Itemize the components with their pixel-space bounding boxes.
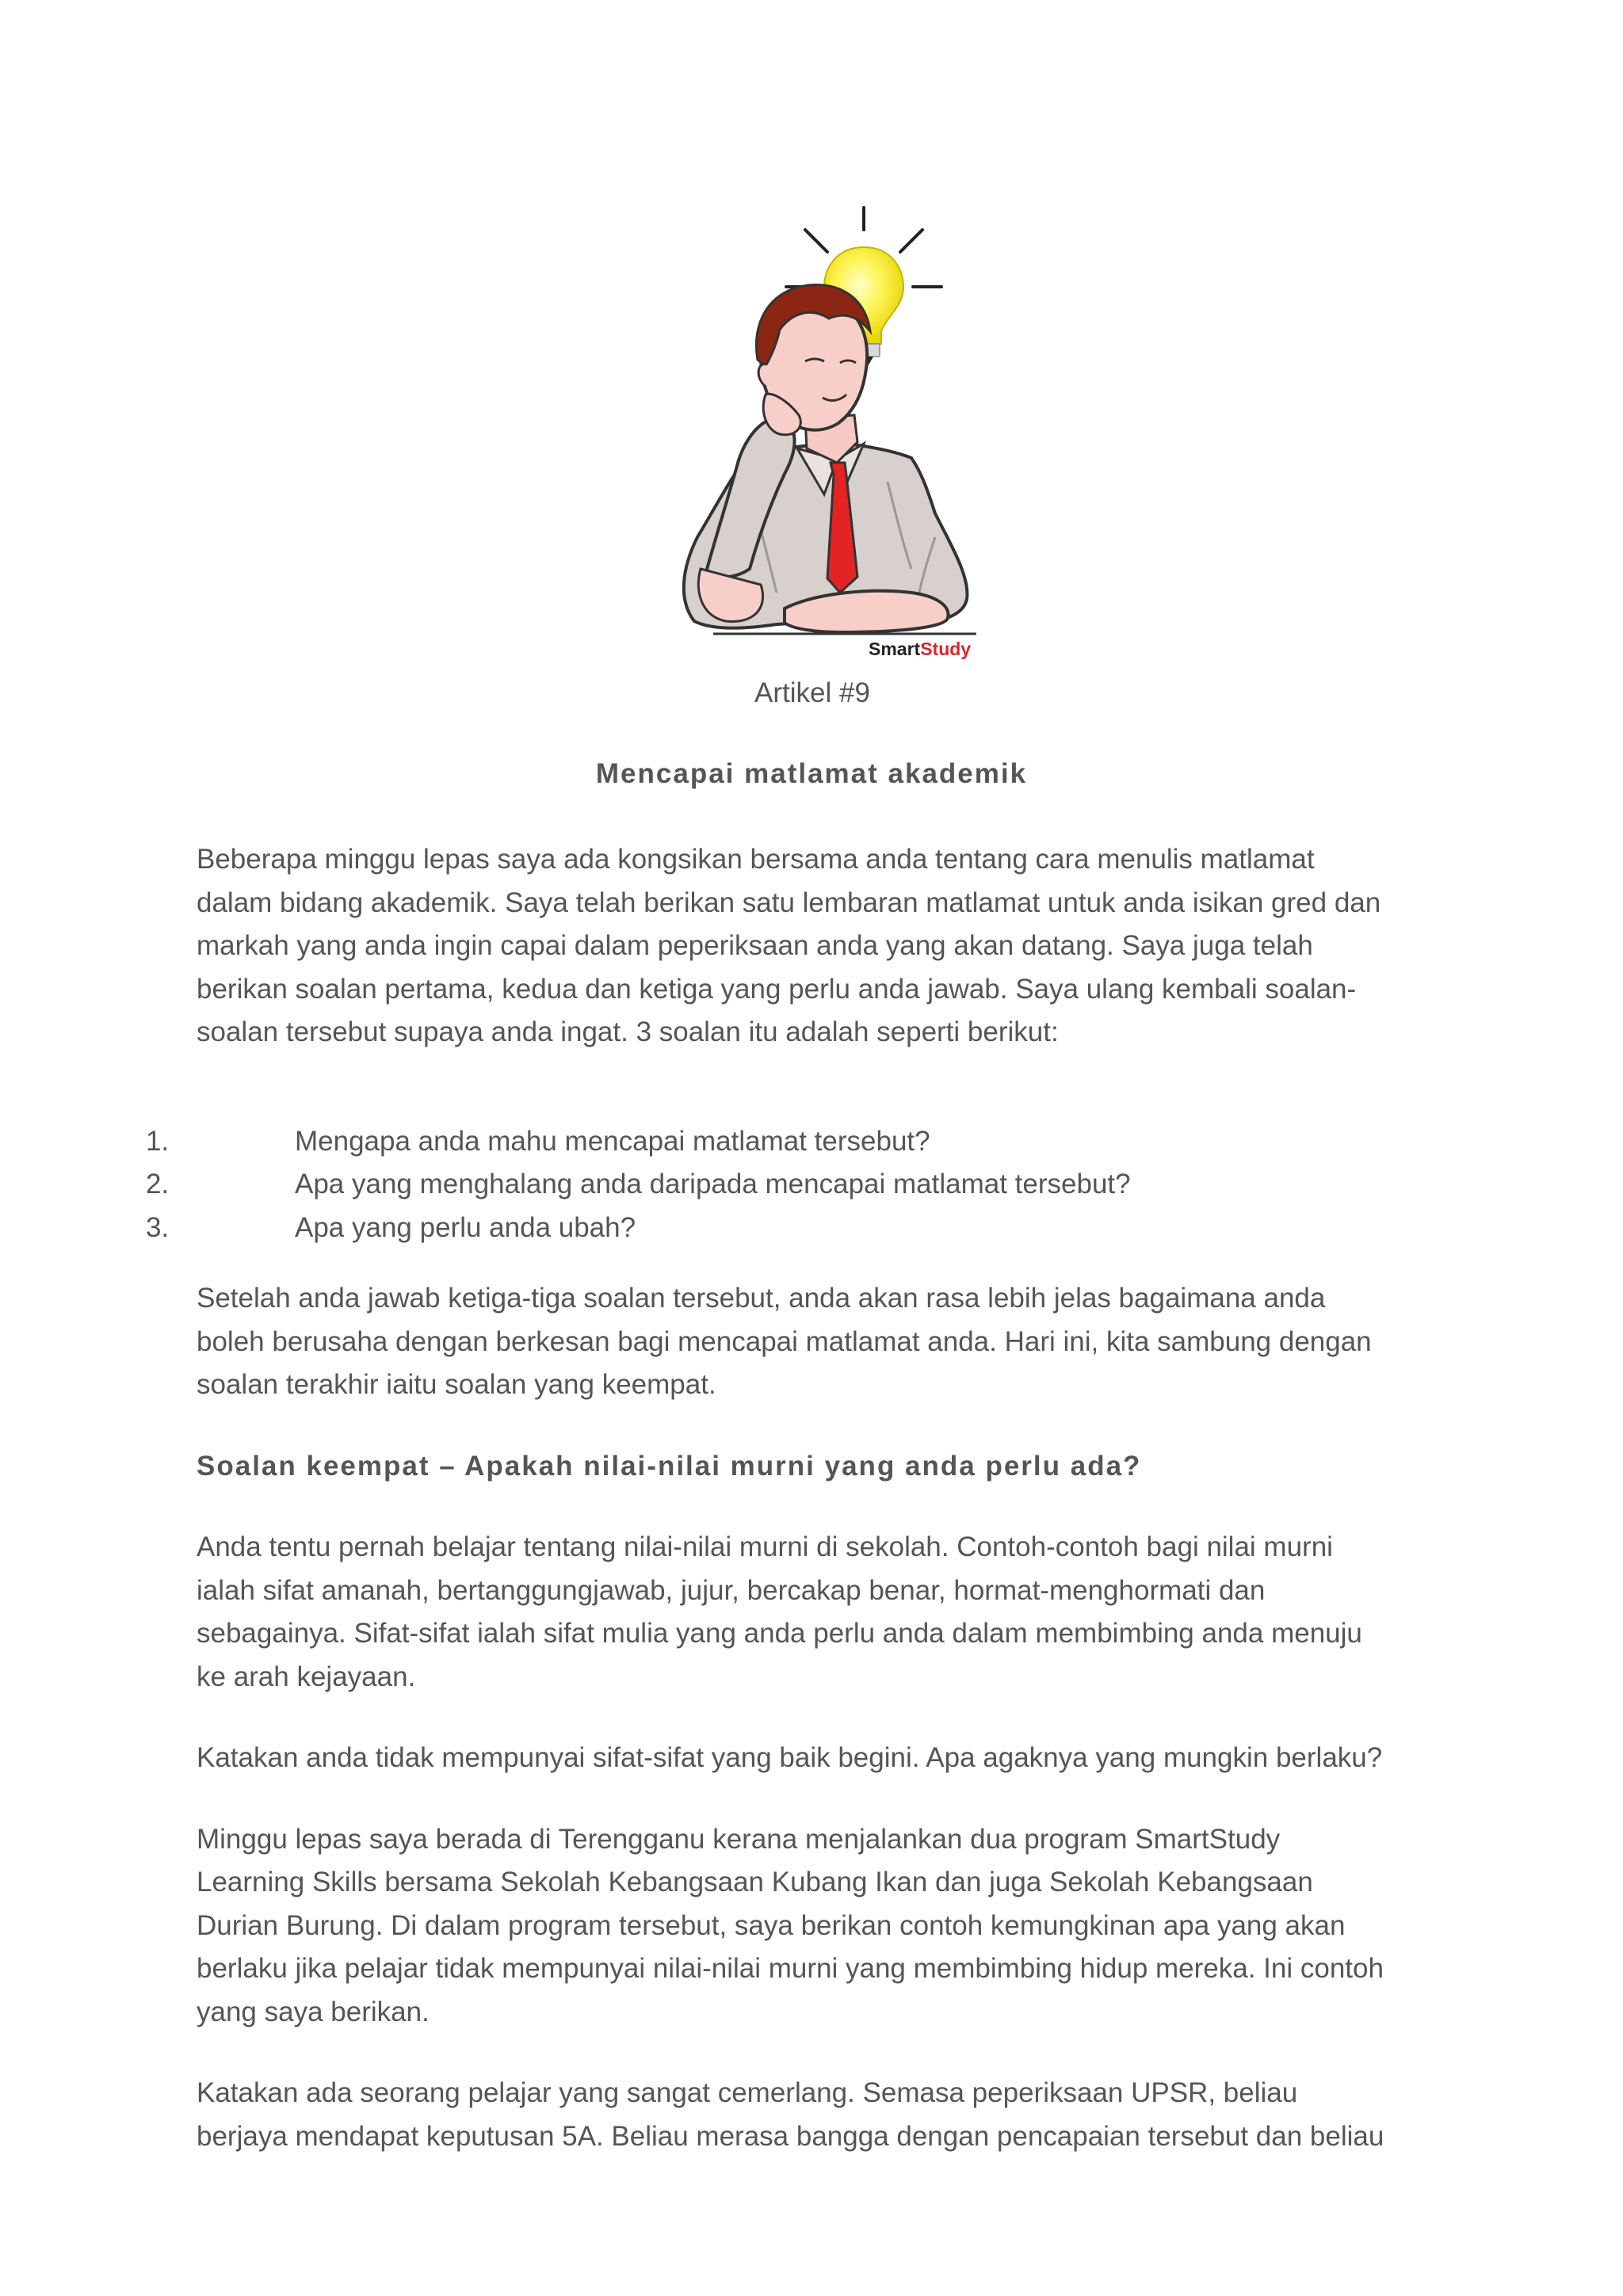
terengganu-line: Learning Skills bersama Sekolah Kebangsaan Kubang Ikan dan juga Sekolah Kebangsaan (197, 1867, 1313, 1897)
question-line: Katakan anda tidak mempunyai sifat-sifat yang baik begini. Apa agaknya yang mungkin berlaku? (197, 1742, 1383, 1773)
question-paragraph (197, 1737, 1433, 1780)
terengganu-line: Minggu lepas saya berada di Terengganu kerana menjalankan dua program SmartStudy (197, 1823, 1281, 1855)
terengganu-line: berlaku jika pelajar tidak mempunyai nilai-nilai murni yang membimbing hidup mereka. Ini contoh (197, 1953, 1384, 1984)
thinking-man-figure (684, 284, 976, 634)
list-number: 2. (146, 1169, 170, 1199)
section-subheading: Soalan keempat – Apakah nilai-nilai murni yang anda perlu ada? (197, 1450, 1142, 1482)
values-line: ke arah kejayaan. (197, 1661, 416, 1692)
list-number: 1. (146, 1125, 170, 1157)
after-list-line: boleh berusaha dengan berkesan bagi mencapai matlamat anda. Hari ini, kita sambung dengan (197, 1325, 1372, 1357)
intro-paragraph (197, 838, 1433, 1055)
brand-part-smart: Smart (869, 639, 921, 659)
values-line: sebagainya. Sifat-sifat ialah sifat mulia yang anda perlu anda dalam membimbing anda menuju (197, 1618, 1362, 1649)
list-item (0, 1207, 1433, 1250)
intro-line: soalan tersebut supaya anda ingat. 3 soalan itu adalah seperti berikut: (197, 1016, 1059, 1047)
values-line: ialah sifat amanah, bertanggungjawab, jujur, bercakap benar, hormat-menghormati dan (197, 1574, 1266, 1606)
list-text: Apa yang menghalang anda daripada mencapai matlamat tersebut? (295, 1169, 1131, 1199)
values-paragraph (197, 1526, 1433, 1699)
example-line: berjaya mendapat keputusan 5A. Beliau merasa bangga dengan pencapaian tersebut dan beliau (197, 2120, 1384, 2152)
article-body (146, 838, 1433, 2158)
article-number: Artikel #9 (754, 677, 870, 708)
question-list (0, 1120, 1433, 1250)
after-list-line: soalan terakhir iaitu soalan yang keempat. (197, 1369, 716, 1400)
smartstudy-brand-logo (869, 639, 971, 660)
list-item (0, 1163, 1433, 1207)
terengganu-line: Durian Burung. Di dalam program tersebut, saya berikan contoh kemungkinan apa yang akan (197, 1909, 1346, 1941)
article-title: Mencapai matlamat akademik (595, 758, 1028, 789)
example-line: Katakan ada seorang pelajar yang sangat cemerlang. Semasa peperiksaan UPSR, beliau (197, 2077, 1298, 2108)
list-number: 3. (146, 1211, 170, 1243)
terengganu-paragraph (197, 1818, 1433, 2035)
after-list-line: Setelah anda jawab ketiga-tiga soalan tersebut, anda akan rasa lebih jelas bagaimana anda (197, 1283, 1326, 1314)
brand-part-study: Study (920, 639, 972, 659)
thinking-man-lightbulb-illustration (650, 196, 983, 672)
list-item (0, 1120, 1433, 1164)
intro-line: berikan soalan pertama, kedua dan ketiga yang perlu anda jawab. Saya ulang kembali soalan- (197, 973, 1357, 1005)
terengganu-line: yang saya berikan. (197, 1996, 430, 2027)
after-list-paragraph (197, 1277, 1433, 1407)
values-line: Anda tentu pernah belajar tentang nilai-nilai murni di sekolah. Contoh-contoh bagi nilai murni (197, 1531, 1333, 1562)
intro-line: dalam bidang akademik. Saya telah berikan satu lembaran matlamat untuk anda isikan gred dan (197, 887, 1381, 918)
list-text: Mengapa anda mahu mencapai matlamat tersebut? (295, 1125, 930, 1157)
intro-line: Beberapa minggu lepas saya ada kongsikan bersama anda tentang cara menulis matlamat (197, 844, 1315, 875)
intro-line: markah yang anda ingin capai dalam peperiksaan anda yang akan datang. Saya juga telah (197, 930, 1313, 961)
list-text: Apa yang perlu anda ubah? (295, 1211, 636, 1243)
example-paragraph (197, 2072, 1433, 2158)
